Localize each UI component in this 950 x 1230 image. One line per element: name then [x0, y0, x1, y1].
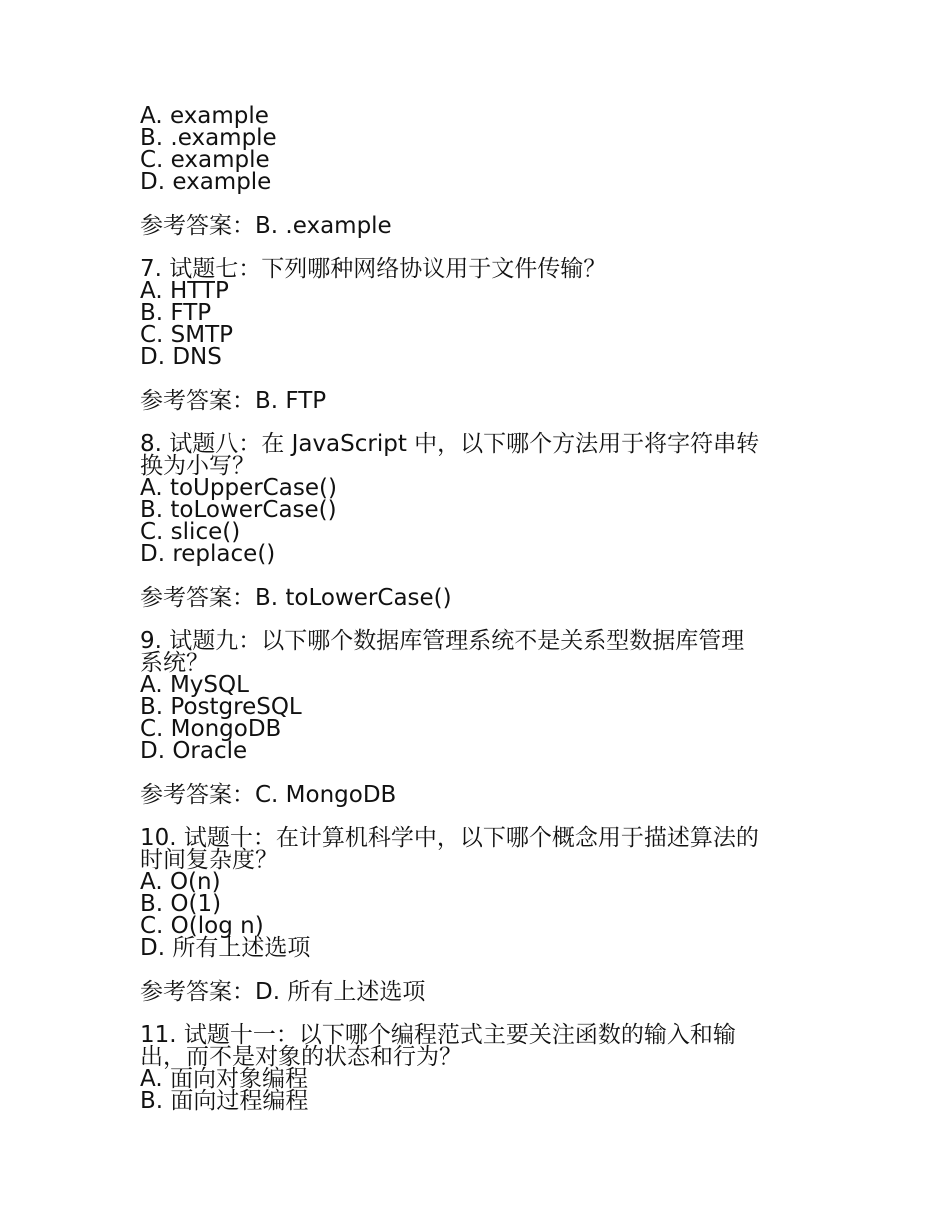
- question-8: [140, 433, 820, 609]
- q9-title-line-1: 9. 试题九：以下哪个数据库管理系统不是关系型数据库管理: [140, 628, 745, 654]
- q6-option-c: C. example: [140, 147, 270, 173]
- q11-title-line-1: 11. 试题十一：以下哪个编程范式主要关注函数的输入和输: [140, 1022, 736, 1048]
- q6-answer: 参考答案：B. .example: [140, 213, 392, 239]
- question-6: [140, 105, 820, 237]
- q6-option-b: B. .example: [140, 125, 277, 151]
- q7-option-b: B. FTP: [140, 300, 212, 326]
- q11-title-line-2: 出，而不是对象的状态和行为？: [140, 1044, 462, 1070]
- q11-option-a: A. 面向对象编程: [140, 1066, 308, 1092]
- q8-option-a: A. toUpperCase(): [140, 475, 337, 501]
- q10-answer: 参考答案：D. 所有上述选项: [140, 979, 426, 1005]
- q7-answer: 参考答案：B. FTP: [140, 388, 327, 414]
- question-11: [140, 1024, 820, 1112]
- q9-option-a: A. MySQL: [140, 672, 249, 698]
- q8-title-line-2: 换为小写？: [140, 453, 255, 479]
- q10-option-b: B. O(1): [140, 891, 222, 917]
- q11-option-b: B. 面向过程编程: [140, 1088, 309, 1114]
- q6-option-a: A. example: [140, 103, 269, 129]
- q6-option-d: D. example: [140, 169, 272, 195]
- question-9: [140, 630, 820, 806]
- q9-option-d: D. Oracle: [140, 738, 248, 764]
- q8-option-c: C. slice(): [140, 519, 241, 545]
- question-7: [140, 258, 820, 412]
- q8-option-b: B. toLowerCase(): [140, 497, 337, 523]
- q9-option-b: B. PostgreSQL: [140, 694, 302, 720]
- q10-title-line-2: 时间复杂度？: [140, 847, 278, 873]
- question-10: [140, 827, 820, 1003]
- q10-option-a: A. O(n): [140, 869, 221, 895]
- q7-option-d: D. DNS: [140, 344, 222, 370]
- q9-title-line-2: 系统？: [140, 650, 209, 676]
- q10-option-c: C. O(log n): [140, 913, 264, 939]
- q8-option-d: D. replace(): [140, 541, 276, 567]
- q7-title: 7. 试题七：下列哪种网络协议用于文件传输？: [140, 256, 607, 282]
- q7-option-a: A. HTTP: [140, 278, 229, 304]
- q8-title-line-1: 8. 试题八：在 JavaScript 中，以下哪个方法用于将字符串转: [140, 431, 760, 457]
- q9-answer: 参考答案：C. MongoDB: [140, 782, 397, 808]
- q10-title-line-1: 10. 试题十：在计算机科学中，以下哪个概念用于描述算法的: [140, 825, 759, 851]
- q7-option-c: C. SMTP: [140, 322, 234, 348]
- q10-option-d: D. 所有上述选项: [140, 935, 311, 961]
- q8-answer: 参考答案：B. toLowerCase(): [140, 585, 452, 611]
- q9-option-c: C. MongoDB: [140, 716, 282, 742]
- document-page: [140, 105, 820, 1112]
